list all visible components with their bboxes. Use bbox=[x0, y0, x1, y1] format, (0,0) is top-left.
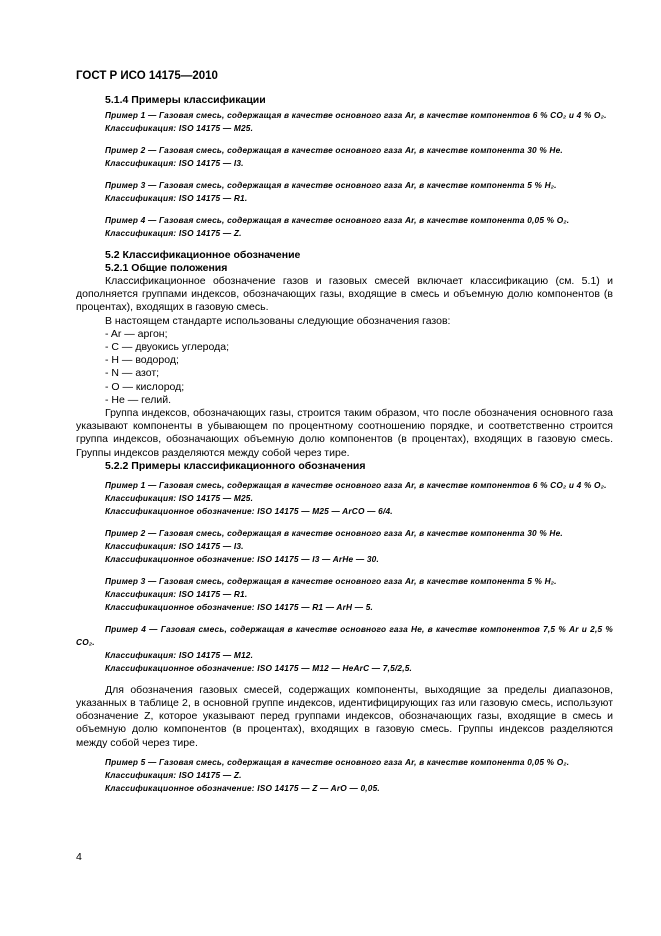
example-text: Пример 3 — Газовая смесь, содержащая в качестве основного газа Ar, в качестве компонента 5 % H₂. bbox=[105, 180, 557, 190]
gas-list-item: - Ar — аргон; bbox=[105, 327, 168, 340]
example-designation: Классификационное обозначение: ISO 14175 — R1 — ArH — 5. bbox=[105, 601, 374, 612]
example-classification: Классификация: ISO 14175 — M25. bbox=[105, 492, 254, 503]
gas-list-item: - C — двуокись углерода; bbox=[105, 341, 230, 354]
example-classification: Классификация: ISO 14175 — I3. bbox=[105, 158, 244, 168]
example-text: Пример 4 — Газовая смесь, содержащая в качестве основного газа He, в качестве компонентов 7,5 % Ar и 2,5 % CO₂. bbox=[76, 623, 613, 647]
example-designation: Классификационное обозначение: ISO 14175 — Z — ArO — 0,05. bbox=[105, 782, 380, 793]
example-designation: Классификационное обозначение: ISO 14175 — I3 — ArHe — 30. bbox=[105, 553, 380, 564]
gas-list-item: - H — водород; bbox=[105, 354, 179, 367]
example-classification: Классификация: ISO 14175 — R1. bbox=[105, 193, 248, 203]
example-designation: Классификационное обозначение: ISO 14175 — M25 — ArCO — 6/4. bbox=[105, 505, 393, 516]
document-header: ГОСТ Р ИСО 14175—2010 bbox=[76, 70, 218, 82]
example-designation: Классификационное обозначение: ISO 14175 — M12 — HeArC — 7,5/2,5. bbox=[105, 662, 413, 673]
example-classification: Классификация: ISO 14175 — R1. bbox=[105, 588, 248, 599]
heading-5-2-2: 5.2.2 Примеры классификационного обозначения bbox=[105, 459, 366, 472]
paragraph: Группа индексов, обозначающих газы, строится таким образом, что после обозначения основного газа указывают компоненты в убывающем по процентному соотношению порядке, и соответственно строится группа индексов, обозначающих объемную долю компонентов (в процентах), входящих в газовую смесь. Группы индексов разделяются между собой через тире. bbox=[76, 407, 613, 459]
example-text: Пример 3 — Газовая смесь, содержащая в качестве основного газа Ar, в качестве компонента 5 % H₂. bbox=[105, 575, 557, 586]
gas-list-item: - O — кислород; bbox=[105, 380, 185, 393]
paragraph: В настоящем стандарте использованы следующие обозначения газов: bbox=[105, 314, 451, 327]
example-text: Пример 2 — Газовая смесь, содержащая в качестве основного газа Ar, в качестве компонента 30 % He. bbox=[105, 527, 563, 538]
example-text: Пример 1 — Газовая смесь, содержащая в качестве основного газа Ar, в качестве компонентов 6 % CO₂ и 4 % O₂. bbox=[105, 110, 607, 120]
example-text: Пример 1 — Газовая смесь, содержащая в качестве основного газа Ar, в качестве компонентов 6 % CO₂ и 4 % O₂. bbox=[105, 479, 607, 490]
gas-list-item: - He — гелий. bbox=[105, 393, 172, 406]
example-classification: Классификация: ISO 14175 — M25. bbox=[105, 123, 254, 133]
heading-5-2: 5.2 Классификационное обозначение bbox=[105, 249, 301, 261]
heading-5-2-1: 5.2.1 Общие положения bbox=[105, 262, 228, 274]
example-text: Пример 4 — Газовая смесь, содержащая в качестве основного газа Ar, в качестве компонента 0,05 % O₂. bbox=[105, 215, 570, 225]
paragraph: Классификационное обозначение газов и газовых смесей включает классификацию (см. 5.1) и дополняется группами индексов, обозначающих газы, входящие в смесь и объемную долю компонентов (в процентах), входящих в газовую смесь. bbox=[76, 275, 613, 314]
example-text: Пример 5 — Газовая смесь, содержащая в качестве основного газа Ar, в качестве компонента 0,05 % O₂. bbox=[105, 756, 570, 767]
example-classification: Классификация: ISO 14175 — M12. bbox=[105, 649, 254, 660]
heading-5-1-4: 5.1.4 Примеры классификации bbox=[105, 94, 266, 106]
example-classification: Классификация: ISO 14175 — Z. bbox=[105, 228, 242, 238]
example-text: Пример 2 — Газовая смесь, содержащая в качестве основного газа Ar, в качестве компонента 30 % He. bbox=[105, 145, 563, 155]
gas-list-item: - N — азот; bbox=[105, 367, 160, 380]
example-classification: Классификация: ISO 14175 — Z. bbox=[105, 769, 242, 780]
page-number: 4 bbox=[76, 851, 82, 863]
paragraph: Для обозначения газовых смесей, содержащих компоненты, выходящие за пределы диапазонов, указанных в таблице 2, в основной группе индексов, идентифицирующих газ или газовую смесь, используют обозначение Z, которое указывают перед группами индексов, обозначающих газы, входящие в смесь и объемную долю компонентов (в процентах), входящих в газовую смесь. Группы индексов разделяются между собой через тире. bbox=[76, 683, 613, 749]
page-content bbox=[76, 94, 613, 795]
example-classification: Классификация: ISO 14175 — I3. bbox=[105, 540, 244, 551]
